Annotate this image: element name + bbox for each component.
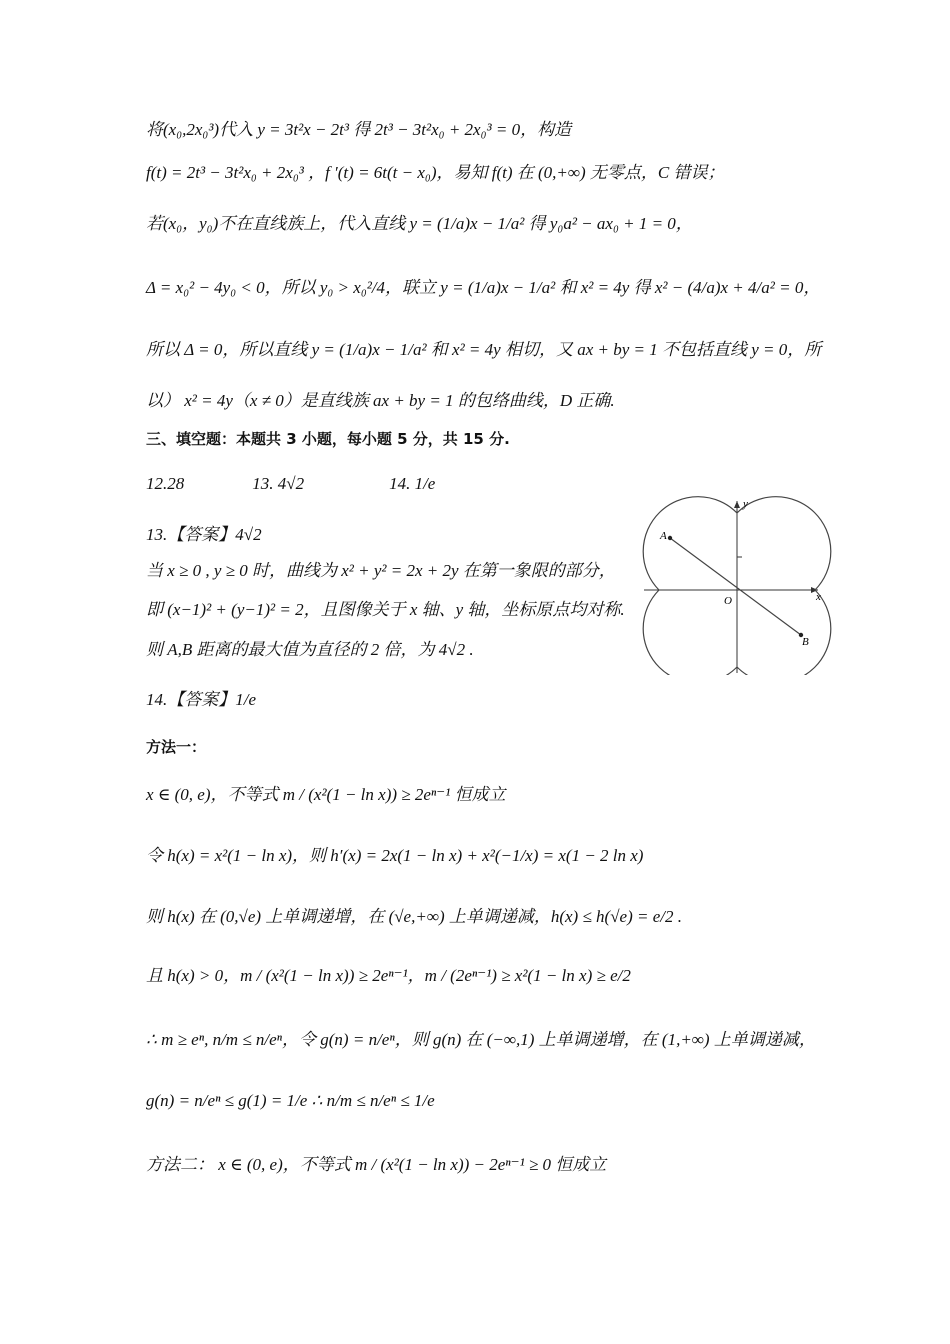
label-b: B: [802, 636, 809, 648]
label-a: A: [660, 530, 667, 542]
text-line-20: g(n) = n/eⁿ ≤ g(1) = 1/e ∴ n/m ≤ n/eⁿ ≤ 1/e: [146, 1091, 435, 1110]
text-line-11: 即 (x−1)² + (y−1)² = 2，且图像关于 x 轴、y 轴，坐标原点均对称.: [146, 600, 625, 619]
label-y: y: [743, 498, 748, 510]
answers-line: 12.28 13. 4√2 14. 1/e: [146, 474, 436, 493]
text-line-16: 令 h(x) = x²(1 − ln x)，则 h′(x) = 2x(1 − ln x) + x²(−1/x) = x(1 − 2 ln x): [146, 846, 644, 865]
curve-figure: [640, 495, 840, 675]
text-line-19: ∴ m ≥ eⁿ, n/m ≤ n/eⁿ，令 g(n) = n/eⁿ，则 g(n) 在 (−∞,1) 上单调递增，在 (1,+∞) 上单调递减，: [146, 1030, 816, 1049]
text-line-3: 若(x₀，y₀)不在直线族上，代入直线 y = (1/a)x − 1/a² 得 y₀a² − ax₀ + 1 = 0，: [146, 214, 693, 233]
label-x: x: [816, 591, 821, 603]
text-line-1: 将(x₀,2x₀³)代入 y = 3t²x − 2t³ 得 2t³ − 3t²x₀ + 2x₀³ = 0，构造: [146, 120, 572, 139]
section-heading: 三、填空题：本题共 3 小题，每小题 5 分，共 15 分.: [146, 430, 510, 448]
text-line-6: 以） x² = 4y（x ≠ 0）是直线族 ax + by = 1 的包络曲线，D 正确.: [146, 391, 615, 410]
text-line-12: 则 A,B 距离的最大值为直径的 2 倍，为 4√2 .: [146, 640, 474, 659]
answer-14-heading: 14.【答案】1/e: [146, 690, 257, 709]
text-line-2: f(t) = 2t³ − 3t²x₀ + 2x₀³ ，f ′(t) = 6t(t − x₀)，易知 f(t) 在 (0,+∞) 无零点，C 错误；: [146, 163, 725, 182]
y-axis-arrow: [734, 501, 740, 508]
text-line-18: 且 h(x) > 0，m / (x²(1 − ln x)) ≥ 2eⁿ⁻¹，m / (2eⁿ⁻¹) ≥ x²(1 − ln x) ≥ e/2: [146, 966, 631, 985]
text-line-10: 当 x ≥ 0 , y ≥ 0 时，曲线为 x² + y² = 2x + 2y 在第一象限的部分，: [146, 561, 616, 580]
method-one-heading: 方法一：: [146, 738, 207, 756]
text-line-17: 则 h(x) 在 (0,√e) 上单调递增，在 (√e,+∞) 上单调递减，h(x) ≤ h(√e) = e/2 .: [146, 907, 682, 926]
label-origin: O: [724, 595, 732, 607]
text-line-5: 所以 Δ = 0，所以直线 y = (1/a)x − 1/a² 和 x² = 4y 相切，又 ax + by = 1 不包括直线 y = 0，所: [146, 340, 822, 359]
text-line-4: Δ = x₀² − 4y₀ < 0，所以 y₀ > x₀²/4，联立 y = (1/a)x − 1/a² 和 x² = 4y 得 x² − (4/a)x + 4/a² = 0，: [146, 278, 821, 297]
point-a: [668, 536, 672, 540]
text-line-21: 方法二： x ∈ (0, e)，不等式 m / (x²(1 − ln x)) − 2eⁿ⁻¹ ≥ 0 恒成立: [146, 1155, 607, 1174]
text-line-15: x ∈ (0, e)，不等式 m / (x²(1 − ln x)) ≥ 2eⁿ⁻¹ 恒成立: [146, 785, 506, 804]
answer-13-heading: 13.【答案】4√2: [146, 525, 262, 544]
chord-ab: [670, 538, 801, 635]
